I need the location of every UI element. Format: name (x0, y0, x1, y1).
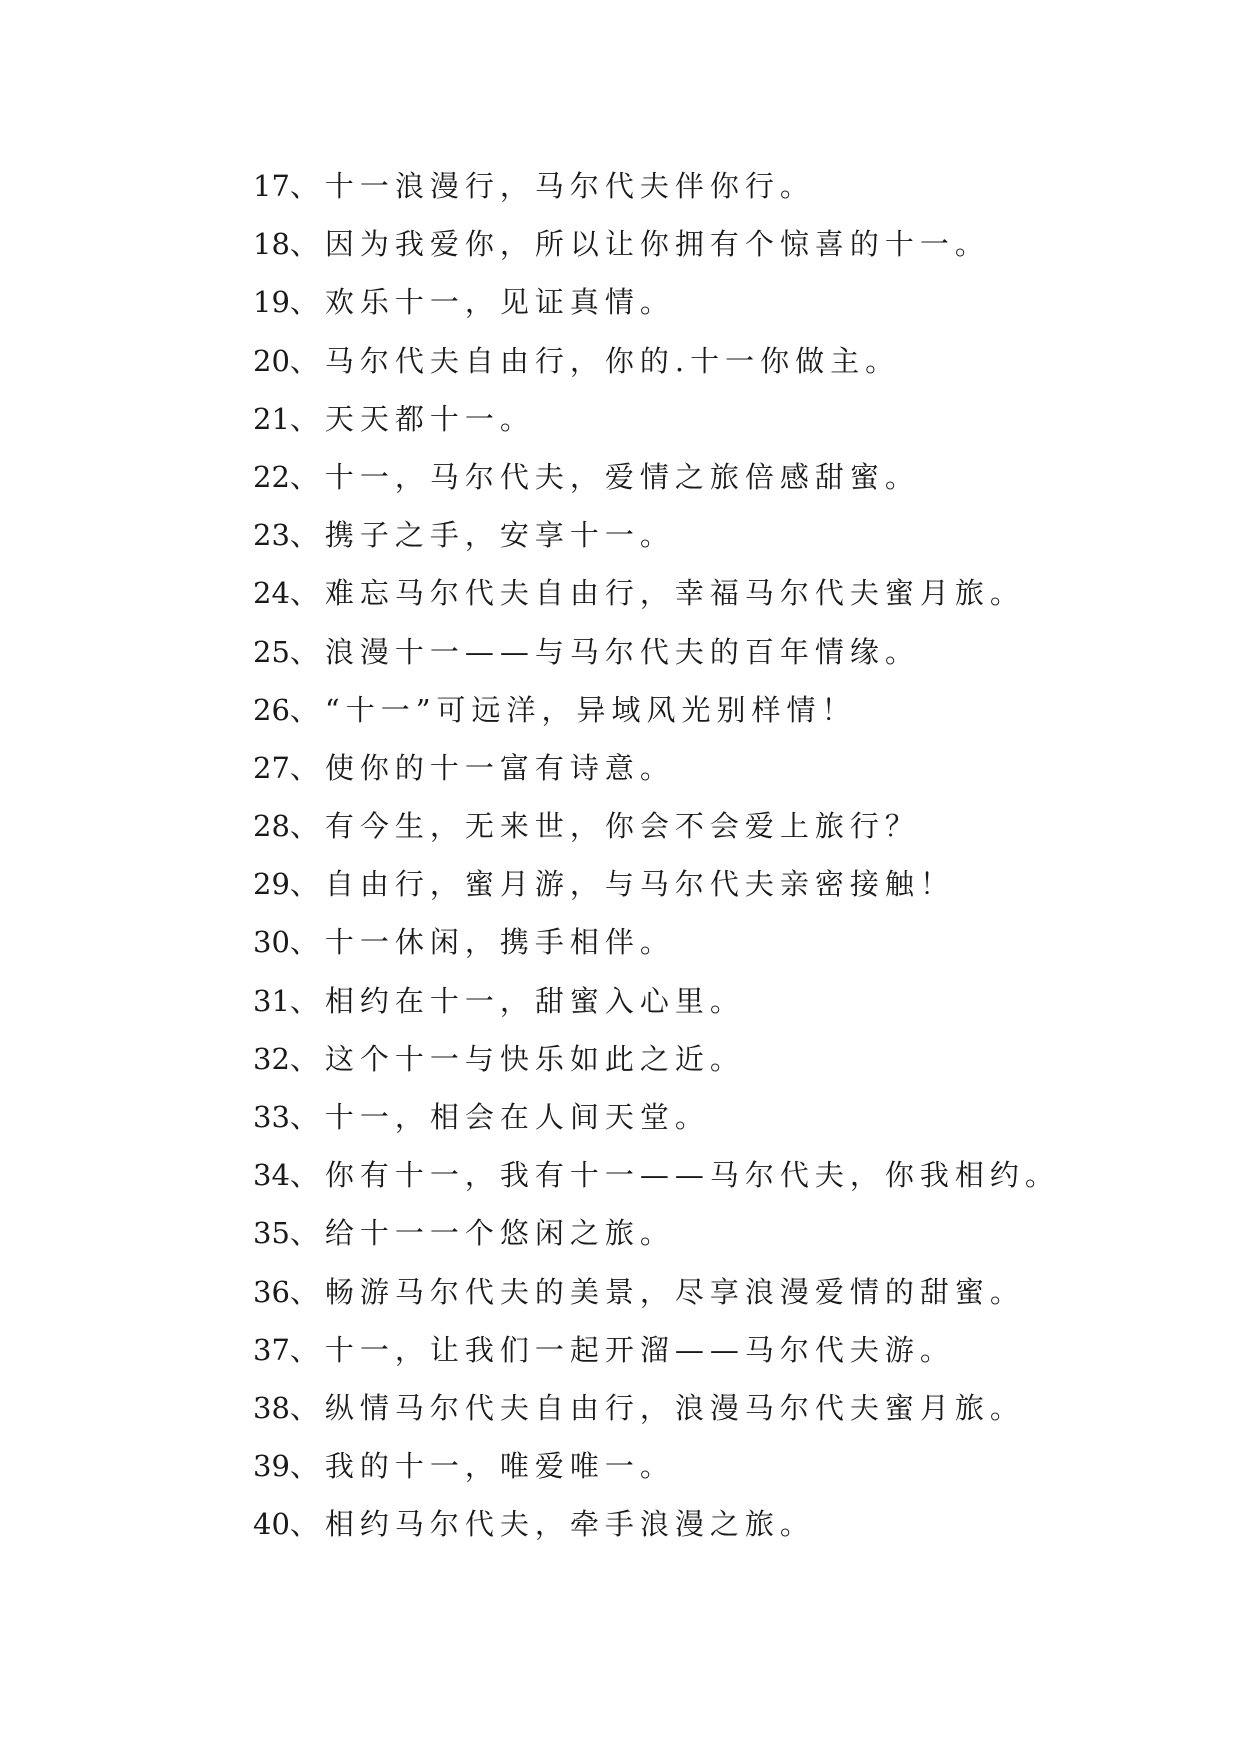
item-number: 38 (253, 1390, 290, 1425)
list-item (253, 1495, 1060, 1553)
list-item (253, 855, 1060, 913)
list-item (253, 1088, 1060, 1146)
list-item (253, 506, 1060, 564)
item-number: 31 (253, 983, 290, 1018)
item-number: 36 (253, 1274, 290, 1309)
list-item (253, 1263, 1060, 1321)
list-item (253, 215, 1060, 273)
item-number: 20 (253, 343, 290, 378)
item-text: 、欢乐十一，见证真情。 (289, 285, 675, 320)
item-number: 32 (253, 1041, 290, 1076)
item-number: 33 (253, 1100, 290, 1134)
item-text: 、浪漫十一——与马尔代夫的百年情缘。 (289, 634, 920, 669)
list-item (253, 1379, 1060, 1437)
list-item (253, 681, 1060, 739)
item-text: 、“十一”可远洋，异域风光别样情！ (289, 692, 857, 727)
item-text: 、自由行，蜜月游，与马尔代夫亲密接触！ (289, 867, 955, 902)
item-number: 21 (253, 401, 290, 436)
list-item (253, 623, 1060, 681)
item-text: 、十一，相会在人间天堂。 (289, 1100, 710, 1134)
list-item (253, 1437, 1060, 1495)
item-number: 39 (253, 1449, 290, 1484)
item-text: 、有今生，无来世，你会不会爱上旅行？ (289, 809, 920, 844)
list-item (253, 797, 1060, 855)
item-number: 40 (253, 1507, 290, 1542)
item-number: 19 (253, 285, 290, 320)
item-text: 、十一浪漫行，马尔代夫伴你行。 (289, 169, 815, 203)
list-item (253, 1321, 1060, 1379)
list-item (253, 448, 1060, 506)
item-number: 27 (253, 750, 290, 785)
item-text: 、相约马尔代夫，牵手浪漫之旅。 (289, 1507, 815, 1542)
item-number: 23 (253, 518, 290, 553)
item-text: 、十一，让我们一起开溜——马尔代夫游。 (289, 1332, 955, 1367)
item-text: 、使你的十一富有诗意。 (289, 750, 675, 785)
list-item (253, 273, 1060, 331)
item-text: 、这个十一与快乐如此之近。 (289, 1041, 745, 1076)
list-item (253, 157, 1060, 215)
item-text: 、你有十一，我有十一——马尔代夫，你我相约。 (289, 1158, 1060, 1193)
list-item (253, 1030, 1060, 1088)
item-text: 、天天都十一。 (289, 401, 535, 436)
item-number: 25 (253, 634, 290, 669)
item-text: 、我的十一，唯爱唯一。 (289, 1449, 675, 1484)
list-item (253, 564, 1060, 622)
item-number: 17 (253, 169, 290, 203)
item-number: 37 (253, 1332, 290, 1367)
item-number: 24 (253, 576, 290, 611)
list-item (253, 332, 1060, 390)
item-text: 、马尔代夫自由行，你的.十一你做主。 (289, 343, 901, 378)
item-text: 、十一，马尔代夫，爱情之旅倍感甜蜜。 (289, 459, 920, 494)
item-text: 、给十一一个悠闲之旅。 (289, 1216, 675, 1251)
item-number: 22 (253, 459, 290, 494)
list-item (253, 972, 1060, 1030)
item-number: 35 (253, 1216, 290, 1251)
item-text: 、畅游马尔代夫的美景，尽享浪漫爱情的甜蜜。 (289, 1274, 1025, 1309)
list-item (253, 913, 1060, 971)
item-number: 18 (253, 227, 290, 262)
item-text: 、因为我爱你，所以让你拥有个惊喜的十一。 (289, 227, 990, 262)
item-text: 、携子之手，安享十一。 (289, 518, 675, 553)
item-text: 、纵情马尔代夫自由行，浪漫马尔代夫蜜月旅。 (289, 1390, 1025, 1425)
item-number: 26 (253, 692, 290, 727)
item-text: 、十一休闲，携手相伴。 (289, 925, 675, 960)
list-item (253, 390, 1060, 448)
item-number: 34 (253, 1158, 290, 1193)
item-number: 29 (253, 867, 290, 902)
item-text: 、难忘马尔代夫自由行，幸福马尔代夫蜜月旅。 (289, 576, 1025, 611)
list-item (253, 1146, 1060, 1204)
slogan-list (253, 157, 1060, 1554)
list-item (253, 1204, 1060, 1262)
item-number: 28 (253, 809, 290, 844)
item-text: 、相约在十一，甜蜜入心里。 (289, 983, 745, 1018)
item-number: 30 (253, 925, 290, 960)
list-item (253, 739, 1060, 797)
